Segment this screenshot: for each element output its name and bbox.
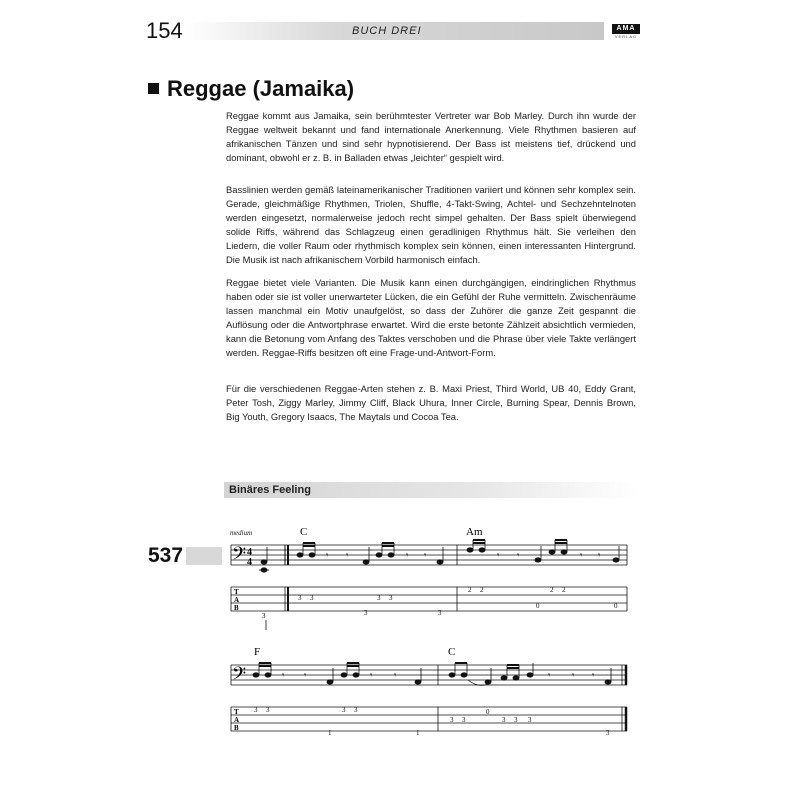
tab-fret: 3 bbox=[262, 612, 266, 620]
staff-system-2 bbox=[231, 665, 627, 685]
notes-measure-2 bbox=[467, 540, 619, 562]
svg-text:0: 0 bbox=[614, 602, 618, 610]
svg-text:𝄾: 𝄾 bbox=[592, 670, 595, 680]
svg-text:𝄾: 𝄾 bbox=[394, 670, 397, 680]
svg-text:3: 3 bbox=[364, 609, 368, 617]
svg-text:3: 3 bbox=[528, 716, 532, 724]
svg-text:1: 1 bbox=[328, 729, 332, 737]
chord-symbol: F bbox=[254, 646, 261, 658]
paragraph-intro: Reggae kommt aus Jamaika, sein berühmtester Vertreter war Bob Marley. Durch ihn wurde der Reggae weltweit bekannt und fand internationale Anerkennung. Viele Rhythmen basieren auf afrikanischen Tänzen und sind sehr hypnotisierend. Der Bass ist meistens tief, drückend und dominant, obwohl er z. B. in Balladen etwas „leichter“ gespielt wird. bbox=[226, 110, 636, 163]
book-title: BUCH DREI bbox=[352, 25, 422, 37]
svg-text:2: 2 bbox=[468, 586, 472, 594]
svg-text:3: 3 bbox=[266, 706, 270, 714]
page-number: 154 bbox=[146, 18, 183, 43]
chord-symbol: C bbox=[448, 646, 456, 658]
svg-text:3: 3 bbox=[502, 716, 506, 724]
svg-text:𝄾: 𝄾 bbox=[598, 550, 601, 560]
svg-text:3: 3 bbox=[462, 716, 466, 724]
svg-text:𝄾: 𝄾 bbox=[572, 670, 575, 680]
svg-text:2: 2 bbox=[562, 586, 566, 594]
subheading: Binäres Feeling bbox=[229, 484, 311, 496]
tempo-marking: medium bbox=[230, 529, 253, 537]
notes-measure-1 bbox=[297, 543, 443, 564]
svg-text:𝄾: 𝄾 bbox=[548, 670, 551, 680]
svg-text:0: 0 bbox=[536, 602, 540, 610]
svg-text:𝄾: 𝄾 bbox=[326, 550, 329, 560]
svg-text:3: 3 bbox=[377, 594, 381, 602]
example-number: 537 bbox=[148, 544, 184, 567]
tab-label: T bbox=[234, 708, 239, 716]
logo-text: AMA bbox=[612, 24, 640, 34]
tab-label: A bbox=[234, 716, 240, 724]
tab-frets-measure-4 bbox=[450, 708, 610, 737]
tab-staff-system-2 bbox=[231, 707, 627, 731]
svg-text:𝄾: 𝄾 bbox=[406, 550, 409, 560]
tab-frets-measure-3 bbox=[254, 706, 420, 737]
svg-text:𝄾: 𝄾 bbox=[497, 550, 500, 560]
svg-text:2: 2 bbox=[550, 586, 554, 594]
tab-label: T bbox=[234, 588, 239, 596]
notes-measure-4 bbox=[449, 663, 611, 684]
time-signature-top: 4 bbox=[247, 547, 252, 558]
tab-frets-measure-2 bbox=[468, 586, 618, 610]
svg-text:3: 3 bbox=[514, 716, 518, 724]
svg-text:3: 3 bbox=[310, 594, 314, 602]
svg-text:3: 3 bbox=[438, 609, 442, 617]
tab-label: A bbox=[234, 596, 240, 604]
svg-text:𝄾: 𝄾 bbox=[370, 670, 373, 680]
tab-label: B bbox=[234, 724, 239, 732]
svg-text:0: 0 bbox=[486, 708, 490, 716]
svg-text:𝄾: 𝄾 bbox=[346, 550, 349, 560]
svg-text:3: 3 bbox=[254, 706, 258, 714]
svg-text:𝄾: 𝄾 bbox=[580, 550, 583, 560]
tab-frets-measure-1 bbox=[298, 594, 442, 617]
svg-text:3: 3 bbox=[298, 594, 302, 602]
svg-text:𝄾: 𝄾 bbox=[304, 670, 307, 680]
bass-clef-icon: 𝄢 bbox=[232, 543, 247, 568]
chord-symbol: C bbox=[300, 526, 308, 538]
staff-system-1 bbox=[231, 545, 627, 565]
section-title-text: Reggae (Jamaika) bbox=[167, 76, 355, 101]
tab-staff-system-1 bbox=[231, 587, 627, 611]
svg-text:𝄾: 𝄾 bbox=[517, 550, 520, 560]
paragraph-variants: Reggae bietet viele Varianten. Die Musik kann einen durchgängigen, eindringlichen Rhythmus haben oder sie ist voller unerwarteter Lücken, die ein Gefühl der Ruhe vermitteln. Zwischenräume lassen manchmal ein Motiv unaufgelöst, so dass der Zuhörer die ganze Zeit gespannt die Auflösung oder die Antwortphrase erwartet. Wird die erste betonte Zählzeit absichtlich vermieden, kann die Betonung vom Anfang des Taktes verschoben und die Phrase über viele Takte verlängert werden. Reggae-Riffs besitzen oft eine Frage-und-Antwort-Form. bbox=[226, 277, 636, 358]
chord-symbol: Am bbox=[466, 526, 483, 538]
svg-text:3: 3 bbox=[389, 594, 393, 602]
svg-text:3: 3 bbox=[606, 729, 610, 737]
time-signature-bottom: 4 bbox=[247, 557, 252, 568]
svg-text:𝄾: 𝄾 bbox=[424, 550, 427, 560]
tab-label: B bbox=[234, 604, 239, 612]
svg-text:3: 3 bbox=[354, 706, 358, 714]
logo-subtext: VERLAG bbox=[614, 34, 638, 39]
svg-text:1: 1 bbox=[416, 729, 420, 737]
svg-text:2: 2 bbox=[480, 586, 484, 594]
paragraph-artists: Für die verschiedenen Reggae-Arten stehen z. B. Maxi Priest, Third World, UB 40, Eddy Grant, Peter Tosh, Ziggy Marley, Jimmy Cliff, Black Uhura, Inner Circle, Burning Spear, Dennis Brown, Big Youth, Gregory Isaacs, The Maytals und Cocoa Tea. bbox=[226, 383, 636, 422]
svg-text:𝄾: 𝄾 bbox=[282, 670, 285, 680]
svg-text:3: 3 bbox=[450, 716, 454, 724]
paragraph-basslines: Basslinien werden gemäß lateinamerikanischer Traditionen variiert und können sehr komplex sein. Gerade, gleichmäßige Rhythmen, Triolen, Shuffle, 4-Takt-Swing, Achtel- und Sechzehntelnoten werden eingesetzt, normalerweise jedoch recht simpel gehalten. Der Bass spielt überwiegend solide Riffs, während das Schlagzeug einen geradlinigen Rhythmus hält. Sie verleihen den Liedern, die voller Raum oder rhythmisch komplex sein können, einen interessanten Hintergrund. Die Musik ist nach afrikanischem Vorbild harmonisch einfach. bbox=[226, 184, 636, 265]
bass-clef-icon: 𝄢 bbox=[232, 663, 247, 688]
svg-text:3: 3 bbox=[342, 706, 346, 714]
